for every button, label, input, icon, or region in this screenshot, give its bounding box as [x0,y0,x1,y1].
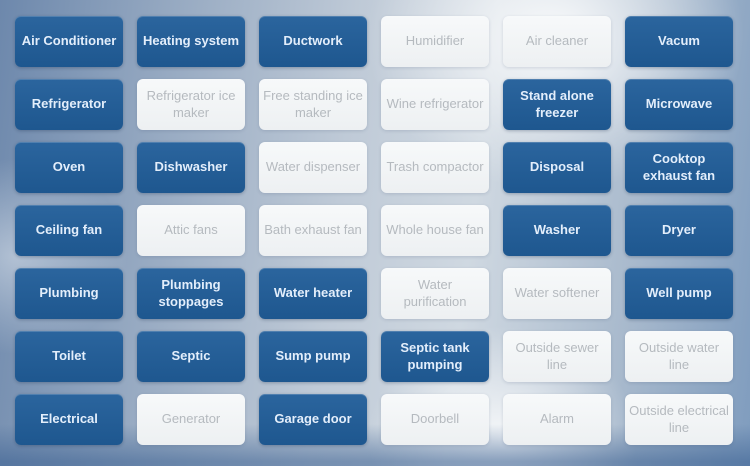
appliance-button-label: Garage door [274,411,352,427]
appliance-button-label: Plumbing stoppages [158,277,224,309]
appliance-button-washer[interactable] [503,205,611,256]
appliance-button-outside-water-line[interactable] [625,331,733,382]
appliance-button-label: Dishwasher [154,159,228,175]
appliance-button-label: Doorbell [410,411,460,427]
appliance-button-refrigerator[interactable] [15,79,123,130]
appliance-button-stand-alone-freezer[interactable] [503,79,611,130]
appliance-button-septic-tank-pumping[interactable] [381,331,489,382]
appliance-button-label: Free standing ice maker [263,88,363,120]
appliance-button-humidifier[interactable] [381,16,489,67]
appliance-button-label: Air Conditioner [21,33,117,49]
appliance-button-microwave[interactable] [625,79,733,130]
appliance-button-label: Outside electrical line [629,403,729,435]
appliance-button-vacum[interactable] [625,16,733,67]
appliance-button-water-purification[interactable] [381,268,489,319]
appliance-button-label: Disposal [529,159,585,175]
appliance-button-dryer[interactable] [625,205,733,256]
appliance-button-label: Ceiling fan [35,222,103,238]
appliance-button-label: Bath exhaust fan [264,222,362,238]
appliance-button-label: Refrigerator ice maker [146,88,236,120]
appliance-button-label: Whole house fan [386,222,484,238]
appliance-button-label: Septic [171,348,211,364]
appliance-button-label: Outside water line [638,340,720,372]
appliance-button-label: Water purification [403,277,467,309]
appliance-button-trash-compactor[interactable] [381,142,489,193]
appliance-button-ductwork[interactable] [259,16,367,67]
appliance-button-label: Cooktop exhaust fan [642,151,716,183]
appliance-button-free-standing-ice-maker[interactable] [259,79,367,130]
appliance-button-disposal[interactable] [503,142,611,193]
appliance-button-electrical[interactable] [15,394,123,445]
appliance-button-label: Well pump [646,285,712,301]
appliance-button-alarm[interactable] [503,394,611,445]
appliance-button-bath-exhaust-fan[interactable] [259,205,367,256]
appliance-button-label: Attic fans [164,222,218,238]
appliance-button-label: Washer [533,222,581,238]
appliance-button-well-pump[interactable] [625,268,733,319]
appliance-button-plumbing-stoppages[interactable] [137,268,245,319]
appliance-button-label: Heating system [142,33,240,49]
appliance-button-dishwasher[interactable] [137,142,245,193]
appliance-button-outside-electrical-line[interactable] [625,394,733,445]
appliance-button-generator[interactable] [137,394,245,445]
appliance-button-ceiling-fan[interactable] [15,205,123,256]
appliance-button-heating-system[interactable] [137,16,245,67]
appliance-button-label: Vacum [658,33,700,49]
appliance-button-air-cleaner[interactable] [503,16,611,67]
appliance-button-cooktop-exhaust-fan[interactable] [625,142,733,193]
appliance-button-label: Water dispenser [265,159,361,175]
appliance-button-doorbell[interactable] [381,394,489,445]
appliance-button-wine-refrigerator[interactable] [381,79,489,130]
appliance-button-label: Air cleaner [525,33,589,49]
appliance-button-water-heater[interactable] [259,268,367,319]
appliance-button-label: Oven [52,159,86,175]
appliance-button-label: Wine refrigerator [386,96,484,112]
appliance-button-toilet[interactable] [15,331,123,382]
appliance-button-label: Ductwork [283,33,343,49]
appliance-button-label: Electrical [40,411,98,427]
appliance-button-refrigerator-ice-maker[interactable] [137,79,245,130]
appliance-button-label: Plumbing [39,285,99,301]
appliance-button-label: Water heater [273,285,353,301]
appliance-button-water-dispenser[interactable] [259,142,367,193]
appliance-button-label: Toilet [52,348,86,364]
appliance-button-label: Septic tank pumping [400,340,470,372]
appliance-button-label: Water softener [514,285,600,301]
appliance-button-outside-sewer-line[interactable] [503,331,611,382]
appliance-button-label: Alarm [540,411,574,427]
appliance-button-plumbing[interactable] [15,268,123,319]
appliance-button-air-conditioner[interactable] [15,16,123,67]
appliance-button-garage-door[interactable] [259,394,367,445]
appliance-button-label: Stand alone freezer [520,88,594,120]
appliance-button-label: Microwave [645,96,713,112]
appliance-button-water-softener[interactable] [503,268,611,319]
appliance-button-label: Refrigerator [31,96,107,112]
appliance-button-label: Humidifier [405,33,465,49]
appliance-button-label: Outside sewer line [515,340,599,372]
appliance-button-oven[interactable] [15,142,123,193]
appliance-button-label: Dryer [662,222,696,238]
appliance-button-attic-fans[interactable] [137,205,245,256]
appliance-button-label: Sump pump [275,348,351,364]
appliance-button-sump-pump[interactable] [259,331,367,382]
appliance-button-septic[interactable] [137,331,245,382]
appliance-button-label: Generator [161,411,221,427]
appliance-button-whole-house-fan[interactable] [381,205,489,256]
appliance-button-label: Trash compactor [386,159,484,175]
